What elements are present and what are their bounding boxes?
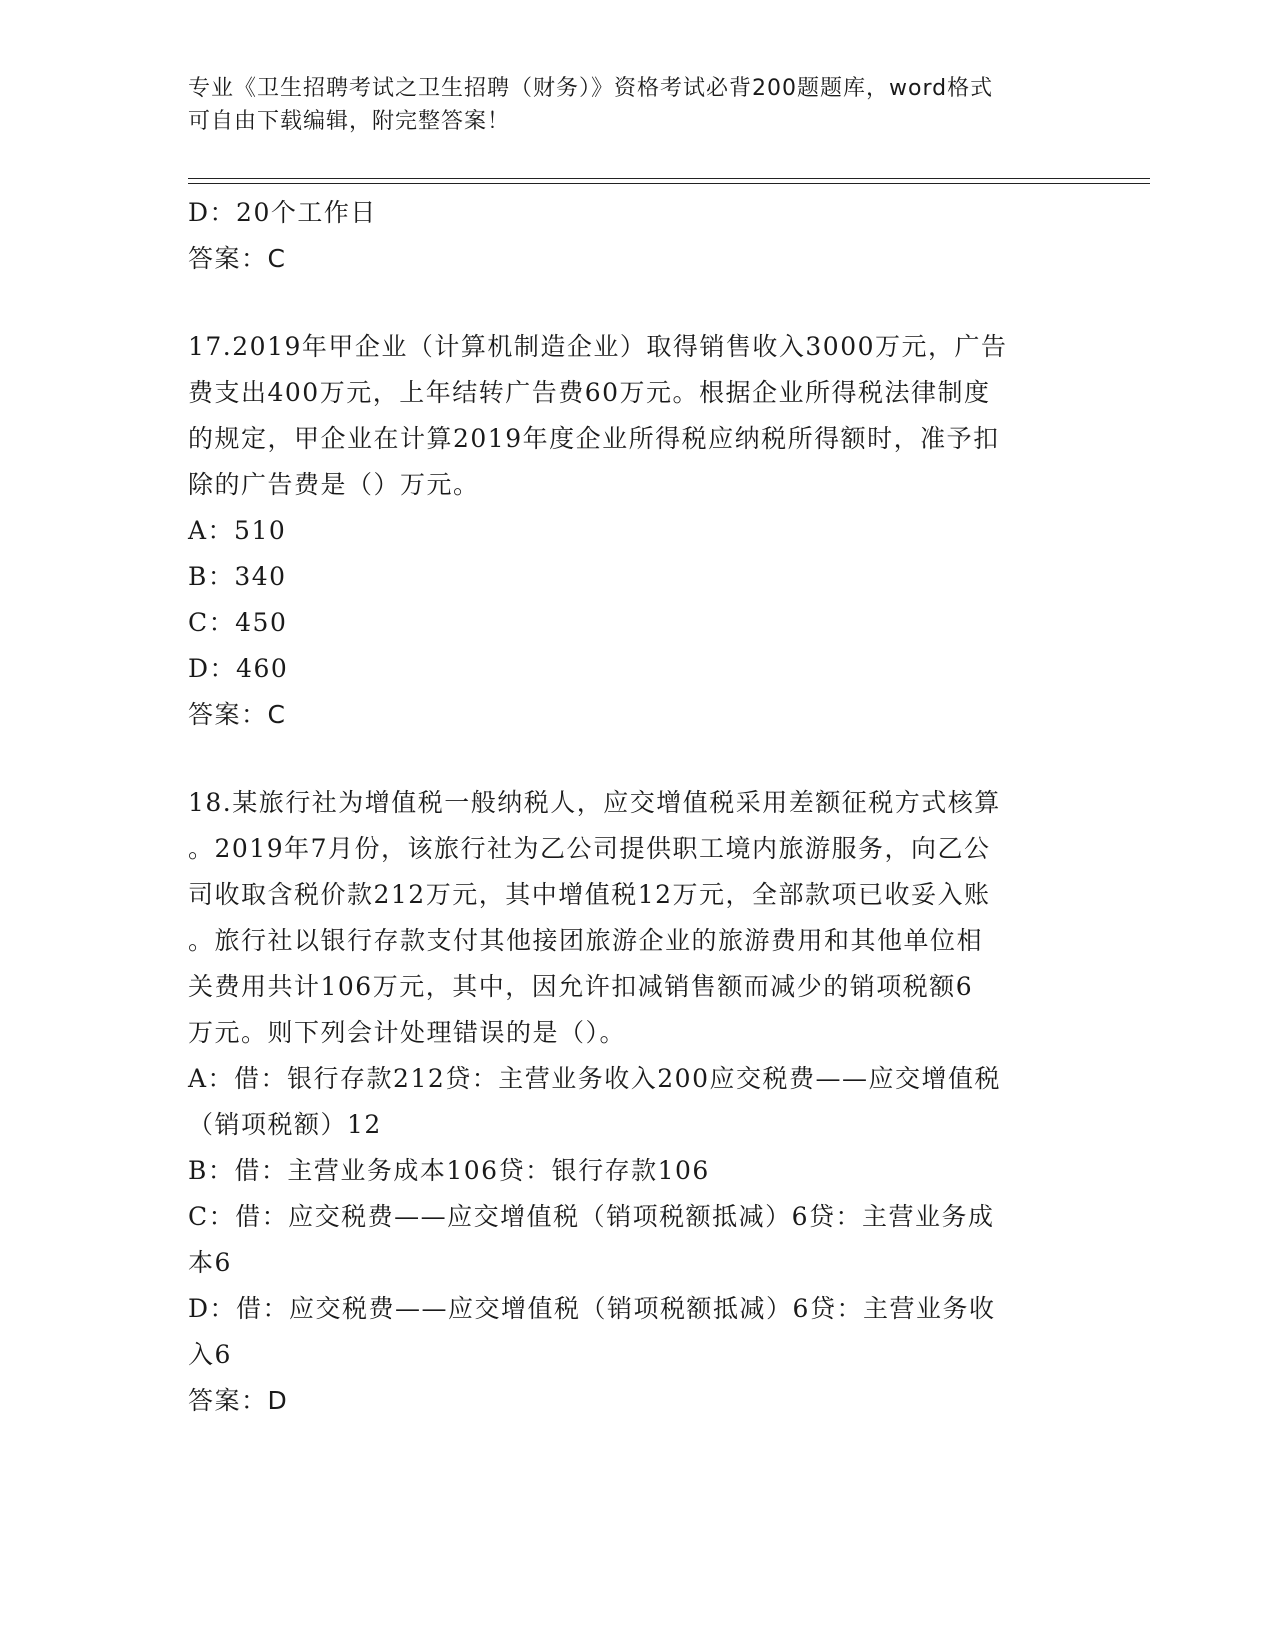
q18-option-a-cont: （销项税额）12 bbox=[188, 1110, 382, 1139]
q17-stem-line: 17.2019年甲企业（计算机制造企业）取得销售收入3000万元，广告 bbox=[188, 332, 1008, 361]
header-rule-bottom bbox=[188, 183, 1150, 184]
header-line-1: 专业《卫生招聘考试之卫生招聘（财务）》资格考试必背200题题库，word格式 bbox=[188, 76, 994, 101]
q18-option-d: D：借：应交税费——应交增值税（销项税额抵减）6贷：主营业务收 bbox=[188, 1294, 996, 1323]
q17-stem-line: 的规定，甲企业在计算2019年度企业所得税应纳税所得额时，准予扣 bbox=[188, 424, 1000, 453]
header-line-2: 可自由下载编辑，附完整答案！ bbox=[188, 109, 511, 134]
q17-stem-line: 除的广告费是（）万元。 bbox=[188, 470, 480, 499]
question-18 bbox=[188, 780, 1078, 1424]
q18-answer: 答案：D bbox=[188, 1386, 289, 1415]
q18-stem-line: 。旅行社以银行存款支付其他接团旅游企业的旅游费用和其他单位相 bbox=[188, 926, 984, 955]
question-17 bbox=[188, 324, 1078, 738]
q18-option-c-cont: 本6 bbox=[188, 1248, 232, 1277]
q17-option-b: B：340 bbox=[188, 562, 287, 591]
q18-option-d-cont: 入6 bbox=[188, 1340, 232, 1369]
header-rule-top bbox=[188, 178, 1150, 179]
q17-option-c: C：450 bbox=[188, 608, 288, 637]
q18-option-b: B：借：主营业务成本106贷：银行存款106 bbox=[188, 1156, 710, 1185]
q17-stem-line: 费支出400万元，上年结转广告费60万元。根据企业所得税法律制度 bbox=[188, 378, 991, 407]
q18-stem-line: 18.某旅行社为增值税一般纳税人，应交增值税采用差额征税方式核算 bbox=[188, 788, 1001, 817]
q18-option-a: A：借：银行存款212贷：主营业务收入200应交税费——应交增值税 bbox=[188, 1064, 1001, 1093]
question-content bbox=[188, 190, 1078, 1424]
q18-stem-line: 万元。则下列会计处理错误的是（）。 bbox=[188, 1018, 627, 1047]
q17-answer: 答案：C bbox=[188, 700, 287, 729]
prev-option-d: D：20个工作日 bbox=[188, 198, 377, 227]
q18-stem-line: 司收取含税价款212万元，其中增值税12万元，全部款项已收妥入账 bbox=[188, 880, 991, 909]
q18-stem-line: 关费用共计106万元，其中，因允许扣减销售额而减少的销项税额6 bbox=[188, 972, 974, 1001]
q18-option-c: C：借：应交税费——应交增值税（销项税额抵减）6贷：主营业务成 bbox=[188, 1202, 995, 1231]
q17-option-a: A：510 bbox=[188, 516, 287, 545]
q18-stem-line: 。2019年7月份，该旅行社为乙公司提供职工境内旅游服务，向乙公 bbox=[188, 834, 991, 863]
document-header bbox=[188, 72, 1088, 138]
prev-answer: 答案：C bbox=[188, 244, 287, 273]
q17-option-d: D：460 bbox=[188, 654, 289, 683]
